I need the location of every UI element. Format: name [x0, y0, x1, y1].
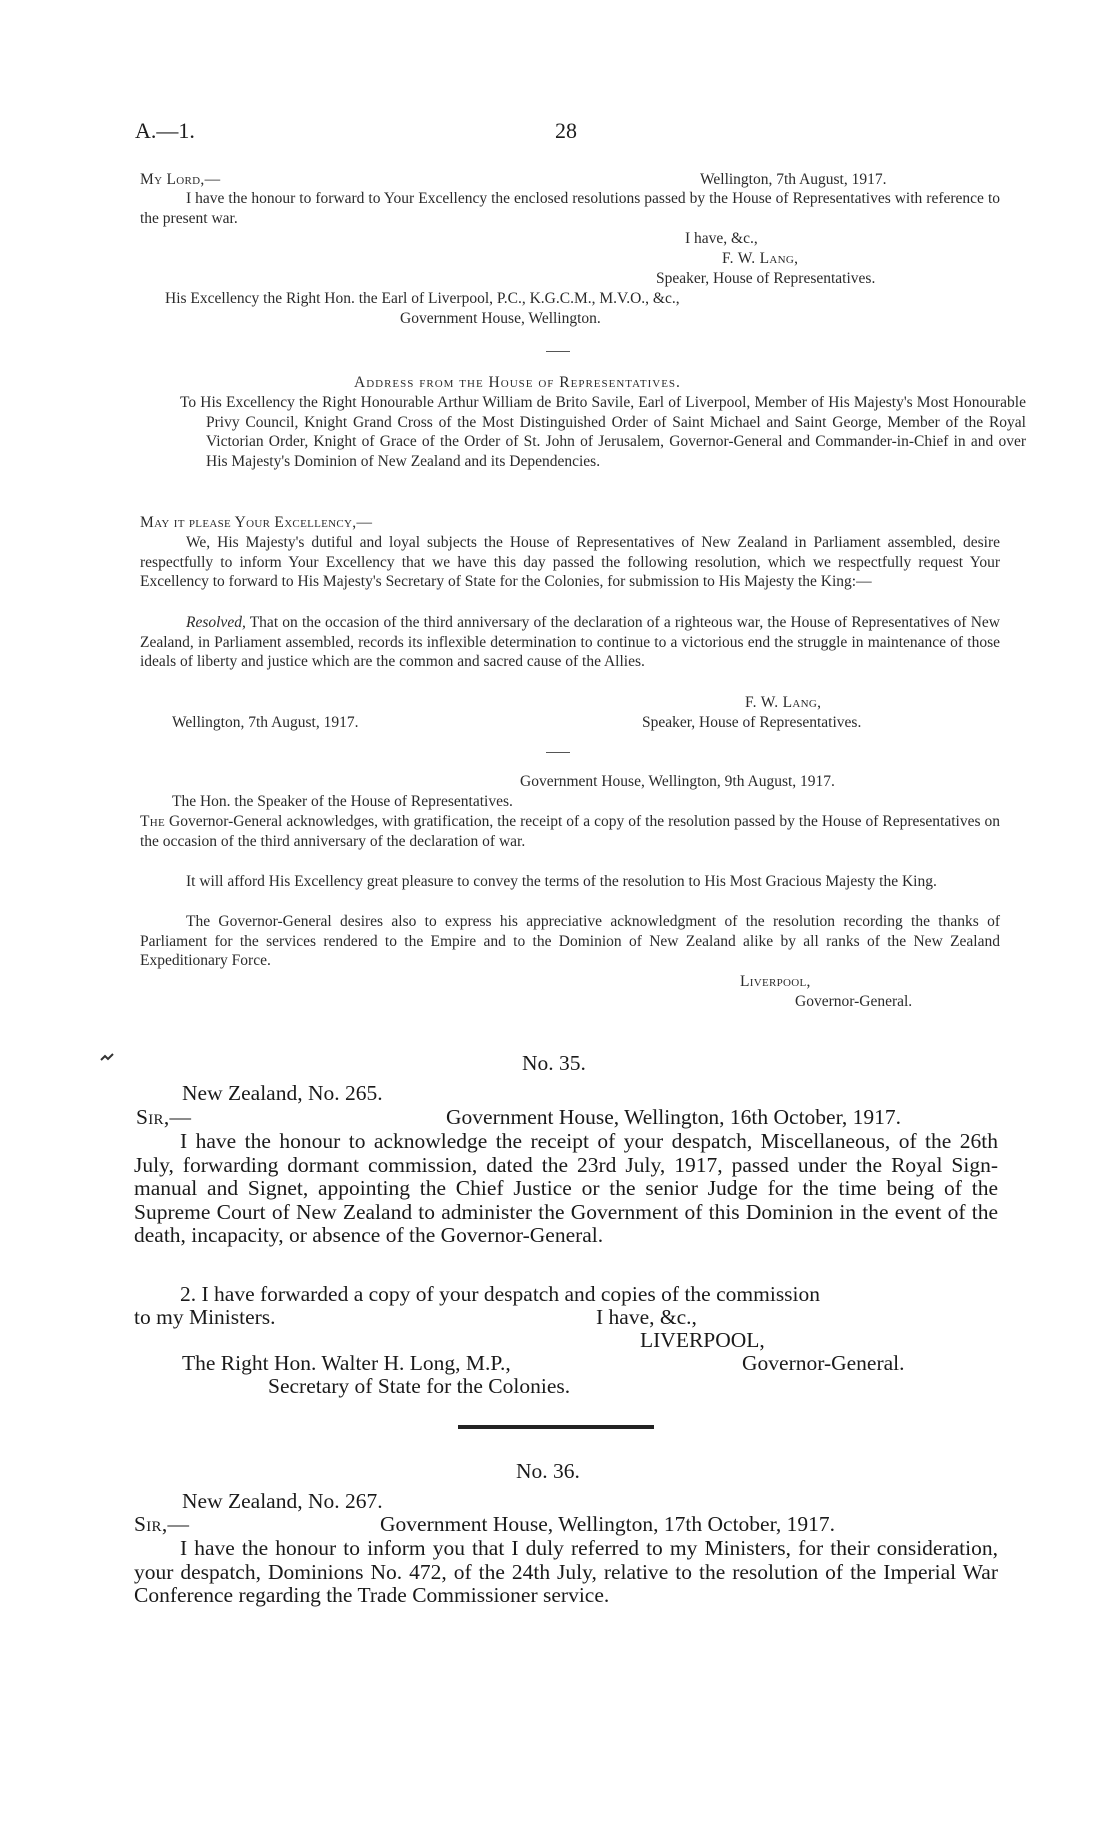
reply-addressee: The Hon. the Speaker of the House of Representatives. [172, 793, 513, 810]
reply-para2: It will afford His Excellency great pleasure to convey the terms of the resolution to His Most Gracious Majesty the King. [186, 873, 937, 890]
address-body: We, His Majesty's dutiful and loyal subjects the House of Representatives of New Zealand in Parliament assembled, desire respectfully to inform Your Excellency that we have this day passed the following resolution, which we respectfully request Your Excellency to forward to His Majesty's Secretary of State for the Colonies, for submission to His Majesty the King:— [140, 534, 1000, 591]
address-salutation: May it please Your Excellency,— [140, 514, 373, 531]
no36-para1: I have the honour to inform you that I duly referred to my Ministers, for their consideration, your despatch, Dominions No. 472, of the 24th July, relative to the resolution of the Imperial War Conference regarding the Trade Commissioner service. [134, 1536, 998, 1607]
divider-short [546, 351, 570, 352]
reply-para1-text: Governor-General acknowledges, with gratification, the receipt of a copy of the resolution passed by the House of Representatives on the occasion of the third anniversary of the declaration of war. [140, 813, 1001, 850]
address-signature: F. W. Lang, [745, 694, 822, 711]
no36-heading: No. 36. [516, 1459, 580, 1483]
letter1-signature: F. W. Lang, [722, 250, 799, 267]
no35-signature: LIVERPOOL, [640, 1328, 765, 1352]
letter1-addressee-location: Government House, Wellington. [400, 310, 601, 327]
reply-place-date: Government House, Wellington, 9th August, 1917. [520, 773, 835, 790]
reply-signature: Liverpool, [740, 973, 811, 990]
address-place-date: Wellington, 7th August, 1917. [172, 714, 359, 731]
no35-signature-title: Governor-General. [742, 1351, 905, 1375]
no35-addressee: The Right Hon. Walter H. Long, M.P., [182, 1351, 511, 1375]
document-reference: A.—1. [135, 118, 195, 143]
address-to: To His Excellency the Right Honourable Arthur William de Brito Savile, Earl of Liverpool, Member of His Majesty's Most Honourable Privy Council, Knight Grand Cross of the Most Distinguished Order of Saint Michael and Saint George, Member of the Royal Victorian Order, Knight of Grace of the Order of St. John of Jerusalem, Governor-General and Commander-in-Chief in and over His Majesty's Dominion of New Zealand and its Dependencies. [180, 394, 1026, 470]
address-resolution [140, 613, 1000, 672]
no35-para1: I have the honour to acknowledge the receipt of your despatch, Miscellaneous, of the 26th July, forwarding dormant commission, dated the 23rd July, 1917, passed under the Royal Sign-manual and Signet, appointing the Chief Justice or the senior Judge for the time being of the Supreme Court of New Zealand to administer the Government of this Dominion in the event of the death, incapacity, or absence of the Governor-General. [134, 1129, 998, 1247]
letter1-body: I have the honour to forward to Your Excellency the enclosed resolutions passed by the House of Representatives with reference to the present war. [140, 190, 1000, 227]
reply-para1 [140, 812, 1000, 851]
scan-mark-icon [100, 1053, 114, 1063]
resolved-word: Resolved, [186, 614, 246, 631]
no35-para2: 2. I have forwarded a copy of your despatch and copies of the commission [180, 1282, 821, 1306]
address-title: Address from the House of Representatives. [354, 374, 681, 391]
no35-heading: No. 35. [522, 1051, 586, 1075]
letter1-signature-title: Speaker, House of Representatives. [656, 270, 876, 287]
letter1-closing: I have, &c., [685, 230, 758, 247]
section-divider [458, 1425, 654, 1429]
no35-para2-end: to my Ministers. [134, 1305, 276, 1329]
no36-reference: New Zealand, No. 267. [182, 1489, 383, 1513]
no36-salutation: Sir,— [134, 1512, 190, 1536]
no35-salutation: Sir,— [136, 1105, 192, 1129]
letter1-place-date: Wellington, 7th August, 1917. [700, 171, 887, 188]
reply-para1-lead: The [140, 813, 166, 830]
letter1-salutation: My Lord,— [140, 171, 221, 188]
no35-place-date: Government House, Wellington, 16th October, 1917. [446, 1105, 902, 1129]
reply-para3: The Governor-General desires also to express his appreciative acknowledgment of the resolution recording the thanks of Parliament for the services rendered to the Empire and to the Dominion of New Zealand alike by all ranks of the New Zealand Expeditionary Force. [140, 913, 1000, 970]
no35-addressee-title: Secretary of State for the Colonies. [268, 1374, 571, 1398]
no35-closing: I have, &c., [596, 1305, 697, 1329]
reply-signature-title: Governor-General. [795, 993, 913, 1010]
letter1-addressee: His Excellency the Right Hon. the Earl of Liverpool, P.C., K.G.C.M., M.V.O., &c., [165, 290, 680, 307]
resolved-text: That on the occasion of the third anniversary of the declaration of a righteous war, the House of Representatives of New Zealand, in Parliament assembled, records its inflexible determination to continue to a victorious end the struggle in maintenance of those ideals of liberty and justice which are the common and sacred cause of the Allies. [140, 614, 1000, 671]
page-number: 28 [555, 118, 577, 143]
address-signature-title: Speaker, House of Representatives. [642, 714, 862, 731]
no36-place-date: Government House, Wellington, 17th October, 1917. [380, 1512, 836, 1536]
no35-reference: New Zealand, No. 265. [182, 1081, 383, 1105]
divider-short [546, 752, 570, 753]
